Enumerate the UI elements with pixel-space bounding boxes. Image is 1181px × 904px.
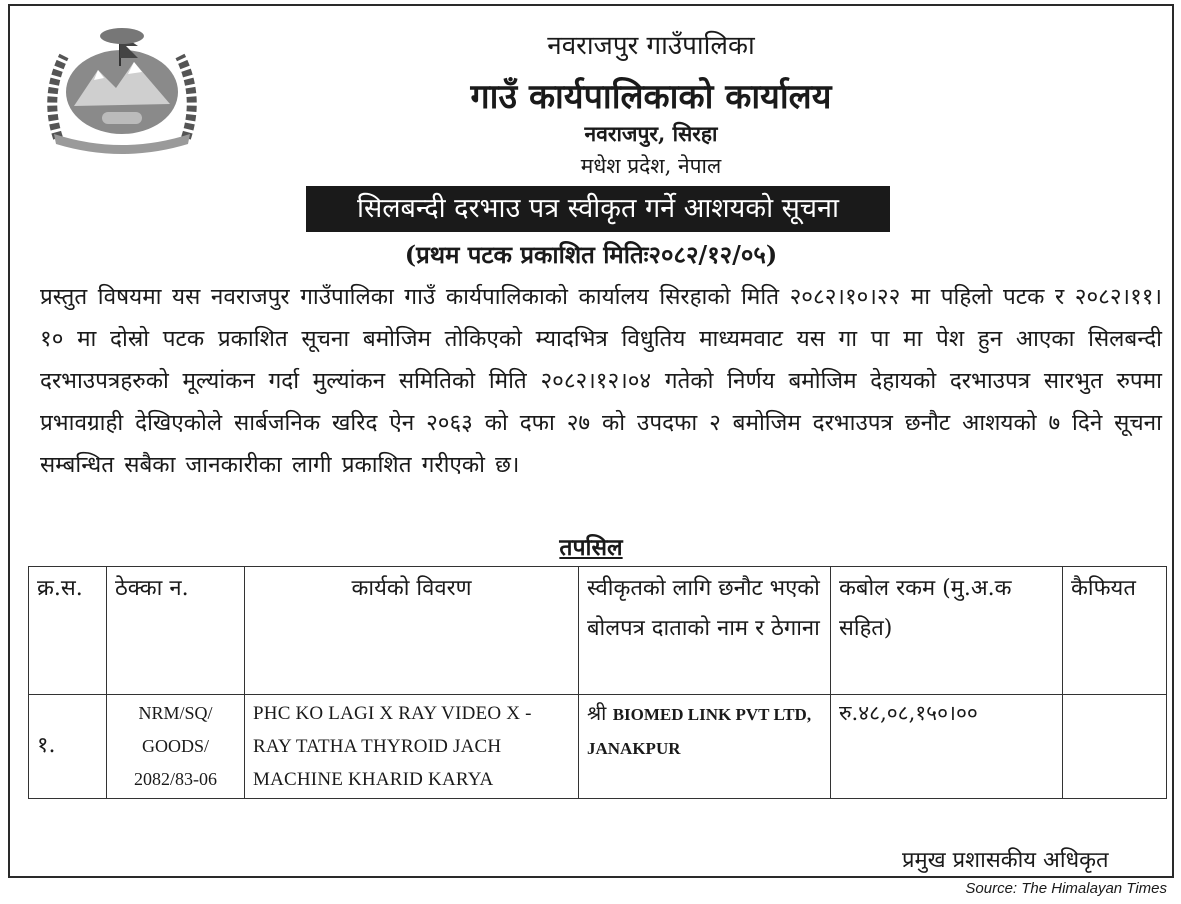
office-name: गाउँ कार्यपालिकाको कार्यालय <box>470 77 832 117</box>
cell-sn: १. <box>29 695 107 799</box>
header-sn: क्र.स. <box>29 567 107 695</box>
header-work: कार्यको विवरण <box>245 567 579 695</box>
cell-remarks <box>1063 695 1167 799</box>
notice-body: प्रस्तुत विषयमा यस नवराजपुर गाउँपालिका गाउँ कार्यपालिकाको कार्यालय सिरहाको मिति २०८२।१०।२२ मा पहिलो पटक र २०८२।११।१० मा दोस्रो पटक प्रकाशित सूचना बमोजिम तोकिएको म्यादभित्र विधुतिय माध्यमवाट यस गा पा मा पेश हुन आएका सिलबन्दी दरभाउपत्रहरुको मूल्यांकन गर्दा मुल्यांकन समितिको मिति २०८२।१२।०४ गतेको निर्णय बमोजिम देहायको दरभाउपत्र सारभुत रुपमा प्रभावग्राही देखिएकोले सार्बजनिक खरिद ऐन २०६३ को दफा २७ को उपदफा २ बमोजिम दरभाउपत्र छनौट आशयको ७ दिने सूचना सम्बन्धित सबैका जानकारीका लागी प्रकाशित गरीएको छ। <box>40 284 1162 478</box>
municipality-name: नवराजपुर गाउँपालिका <box>547 31 755 61</box>
notice-frame <box>8 4 1174 878</box>
bidder-name: BIOMED LINK PVT LTD, JANAKPUR <box>587 705 812 758</box>
cell-work: PHC KO LAGI X RAY VIDEO X -RAY TATHA THYROID JACH MACHINE KHARID KARYA <box>245 695 579 799</box>
province-name: मधेश प्रदेश, नेपाल <box>580 154 722 178</box>
header-amount: कबोल रकम (मु.अ.क सहित) <box>831 567 1063 695</box>
table-header-row <box>29 567 1167 695</box>
cell-bidder <box>579 695 831 799</box>
header-remarks: कैफियत <box>1063 567 1167 695</box>
award-table <box>28 566 1167 799</box>
bidder-prefix: श्री <box>587 701 607 725</box>
table-row <box>29 695 1167 799</box>
schedule-heading: तपसिल <box>559 534 623 561</box>
cell-amount: रु.४८,०८,१५०।०० <box>831 695 1063 799</box>
header-bidder: स्वीकृतको लागि छनौट भएको बोलपत्र दाताको नाम र ठेगाना <box>579 567 831 695</box>
notice-title: सिलबन्दी दरभाउ पत्र स्वीकृत गर्ने आशयको सूचना <box>306 186 890 232</box>
source-credit: Source: The Himalayan Times <box>965 880 1167 897</box>
publish-date: (प्रथम पटक प्रकाशित मितिः२०८२/१२/०५) <box>404 240 778 269</box>
signatory-title: प्रमुख प्रशासकीय अधिकृत <box>902 848 1109 873</box>
header-contract-no: ठेक्का न. <box>107 567 245 695</box>
cell-contract-no: NRM/SQ/ GOODS/ 2082/83-06 <box>107 695 245 799</box>
office-location: नवराजपुर, सिरहा <box>584 121 718 146</box>
